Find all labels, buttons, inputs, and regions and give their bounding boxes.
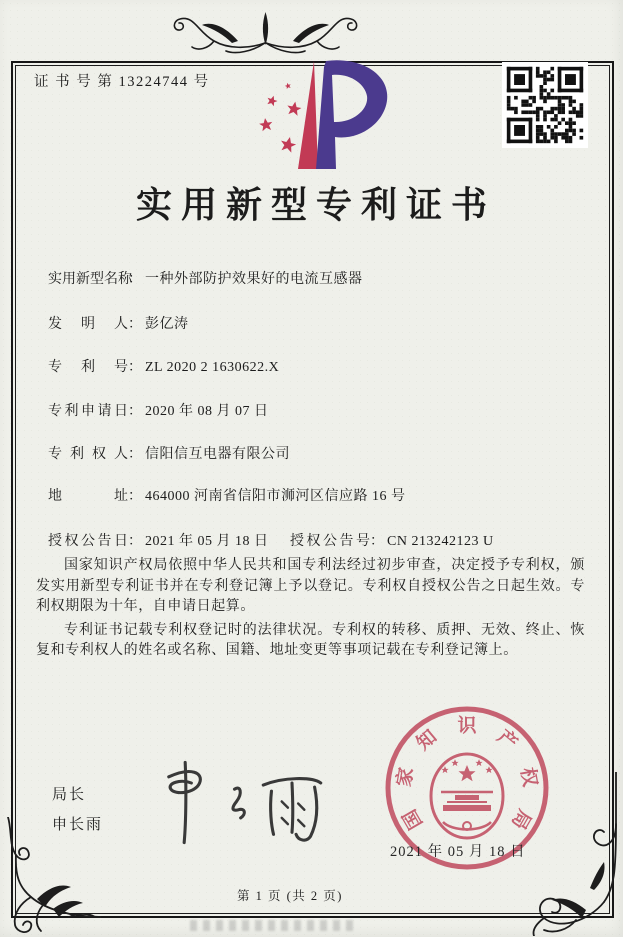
field-colon: ： — [128, 489, 142, 504]
commissioner-signature — [140, 758, 330, 846]
field-value: 一种外部防护效果好的电流互感器 — [145, 272, 363, 287]
bottom-left-corner-ornament — [1, 817, 101, 935]
field-colon: ： — [370, 534, 384, 549]
bleed-through-marks — [190, 920, 355, 931]
signer-printed-name: 申长雨 — [52, 817, 104, 833]
field-value: ZL 2020 2 1630622.X — [145, 360, 280, 375]
svg-text:产: 产 — [492, 726, 521, 755]
field-label: 授权公告号 — [290, 534, 370, 549]
signer-title: 局长 — [52, 787, 87, 803]
svg-text:国: 国 — [399, 805, 428, 833]
field-label: 专利权人 — [48, 447, 128, 462]
svg-text:识: 识 — [457, 715, 477, 737]
field-value: 2021 年 05 月 18 日 — [145, 534, 269, 549]
certificate-title: 实用新型专利证书 — [135, 185, 496, 225]
field-colon: ： — [128, 272, 142, 287]
field-grant-date — [48, 530, 593, 550]
field-inventor — [48, 313, 593, 333]
svg-text:权: 权 — [516, 766, 541, 789]
field-colon: ： — [128, 317, 142, 332]
qr-code — [502, 62, 588, 148]
field-grant-publication-number — [290, 530, 494, 550]
legal-paragraph-1: 国家知识产权局依照中华人民共和国专利法经过初步审查，决定授予专利权，颁发实用新型专利证书并在专利登记簿上予以登记。专利权自授权公告之日起生效。专利权期限为十年，自申请日起算。 — [36, 558, 585, 614]
field-label: 授权公告日 — [48, 534, 128, 549]
legal-text-block — [36, 556, 585, 665]
field-patentee — [48, 443, 593, 463]
field-colon: ： — [128, 534, 142, 549]
field-label: 实用新型名称 — [48, 272, 132, 287]
legal-paragraph-2: 专利证书记载专利权登记时的法律状况。专利权的转移、质押、无效、终止、恢复和专利权人的姓名或名称、国籍、地址变更等事项记载在专利登记簿上。 — [36, 622, 585, 658]
field-value: 2020 年 08 月 07 日 — [145, 404, 269, 419]
field-value: CN 213242123 U — [387, 534, 494, 549]
field-filing-date — [48, 400, 593, 420]
certificate-number: 证 书 号 第 13224744 号 — [34, 74, 210, 90]
field-value: 464000 河南省信阳市浉河区信应路 16 号 — [145, 489, 406, 504]
seal-date: 2021 年 05 月 18 日 — [390, 844, 526, 860]
field-address — [48, 485, 593, 505]
field-value: 信阳信互电器有限公司 — [145, 447, 290, 462]
page-number: 第 1 页 (共 2 页) — [237, 889, 343, 903]
field-label: 专利申请日 — [48, 404, 128, 419]
field-label: 专利号 — [48, 360, 128, 375]
field-colon: ： — [128, 447, 142, 462]
svg-text:知: 知 — [413, 726, 442, 755]
field-value: 彭亿涛 — [145, 317, 189, 332]
top-flourish-ornament — [168, 3, 363, 57]
field-label: 地址 — [48, 489, 128, 504]
field-colon: ： — [128, 404, 142, 419]
svg-text:家: 家 — [393, 766, 418, 789]
cnipa-logo — [248, 56, 398, 180]
field-colon: ： — [128, 360, 142, 375]
svg-text:局: 局 — [506, 805, 535, 833]
field-patent-number — [48, 356, 593, 376]
field-utility-model-name — [48, 268, 593, 288]
field-label: 发明人 — [48, 317, 128, 332]
